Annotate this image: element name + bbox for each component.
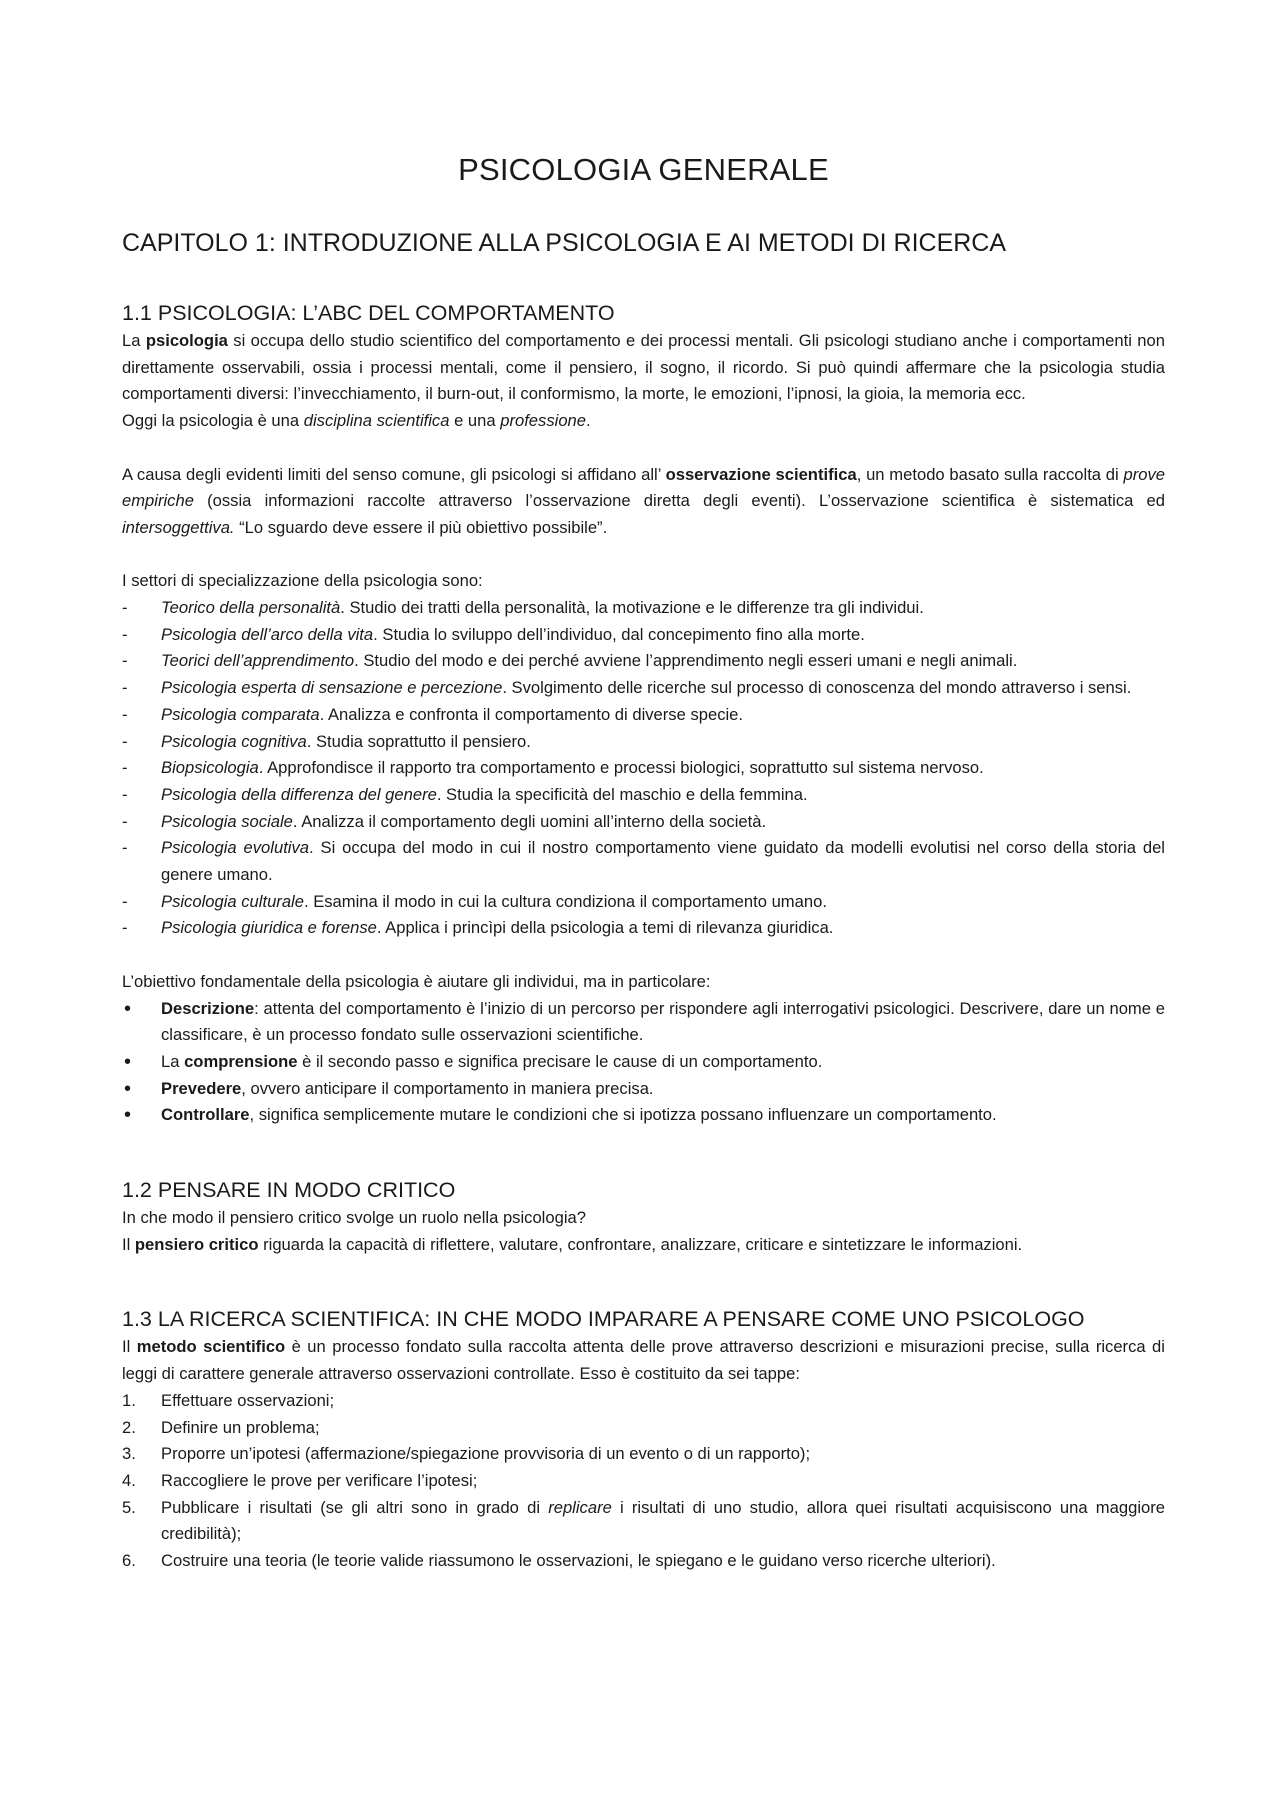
list-item: 6. Costruire una teoria (le teorie valide riassumono le osservazioni, le spiegano e le guidano verso ricerche ulteriori).: [122, 1551, 996, 1571]
steps-list: [122, 1388, 1165, 1575]
section-heading-1-3: 1.3 LA RICERCA SCIENTIFICA: IN CHE MODO IMPARARE A PENSARE COME UNO PSICOLOGO: [122, 1307, 1085, 1332]
list-item: - Teorico della personalità. Studio dei tratti della personalità, la motivazione e le differenze tra gli individui.: [122, 598, 924, 617]
paragraph-obiettivo: L’obiettivo fondamentale della psicologia è aiutare gli individui, ma in particolare:: [122, 971, 711, 991]
list-item: 2. Definire un problema;: [122, 1417, 320, 1437]
list-item: - Psicologia della differenza del genere. Studia la specificità del maschio e della femmina.: [122, 784, 808, 804]
list-item: 3. Proporre un’ipotesi (affermazione/spiegazione provvisoria di un evento o di un rapporto);: [122, 1444, 811, 1464]
specialization-list: [122, 595, 1165, 942]
list-item: • Controllare, significa semplicemente mutare le condizioni che si ipotizza possano influenzare un comportamento.: [122, 1102, 1165, 1129]
paragraph-osservazione-scientifica: A causa degli evidenti limiti del senso comune, gli psicologi si affidano all’ osservazione scientifica, un metodo basato sulla raccolta di prove empiriche (ossia informazioni raccolte attraverso l’osservazione diretta degli eventi). L’osservazione scientifica è sistematica ed intersoggettiva. “Lo sguardo deve essere il più obiettivo possibile”.: [122, 464, 1166, 537]
list-item: - Psicologia evolutiva. Si occupa del modo in cui il nostro comportamento viene guidato da modelli evolutisi nel corso della storia del genere umano.: [122, 838, 1165, 885]
list-item: 4. Raccogliere le prove per verificare l’ipotesi;: [122, 1470, 478, 1490]
section-heading-1-2: 1.2 PENSARE IN MODO CRITICO: [122, 1178, 456, 1203]
list-item: - Psicologia esperta di sensazione e percezione. Svolgimento delle ricerche sul processo di conoscenza del mondo attraverso i sensi.: [122, 678, 1132, 698]
section-heading-1-1: 1.1 PSICOLOGIA: L’ABC DEL COMPORTAMENTO: [122, 301, 615, 325]
paragraph-pensiero-critico: Il pensiero critico riguarda la capacità di riflettere, valutare, confrontare, analizzare, criticare e sintetizzare le informazioni.: [122, 1234, 1023, 1254]
list-item: 5. Pubblicare i risultati (se gli altri sono in grado di replicare i risultati di uno studio, allora quei risultati acquisiscono una maggiore credibilità);: [122, 1497, 1165, 1544]
bullet-icon: •: [124, 1104, 132, 1127]
paragraph-psicologia-definition: La psicologia si occupa dello studio scientifico del comportamento e dei processi mentali. Gli psicologi studiano anche i comportamenti non direttamente osservabili, ossia i processi mentali, come il pensiero, il sogno, il ricordo. Si può quindi affermare che la psicologia studia comportamenti diversi: l’invecchiamento, il burn-out, il conformismo, la morte, le emozioni, l’ipnosi, la gioia, la memoria ecc.: [122, 331, 1165, 404]
paragraph-question: In che modo il pensiero critico svolge un ruolo nella psicologia?: [122, 1208, 586, 1228]
paragraph-settori-intro: I settori di specializzazione della psicologia sono:: [122, 571, 483, 591]
document-title: PSICOLOGIA GENERALE: [458, 152, 829, 187]
chapter-heading: CAPITOLO 1: INTRODUZIONE ALLA PSICOLOGIA E AI METODI DI RICERCA: [122, 229, 1007, 257]
goals-list: [122, 996, 1165, 1130]
page-content: [122, 152, 1165, 1575]
list-item: • Prevedere, ovvero anticipare il comportamento in maniera precisa.: [122, 1076, 1165, 1103]
bullet-icon: •: [124, 1077, 132, 1100]
list-item: - Teorici dell’apprendimento. Studio del modo e dei perché avviene l’apprendimento negli esseri umani e negli animali.: [122, 651, 1018, 671]
list-item: - Psicologia culturale. Esamina il modo in cui la cultura condiziona il comportamento umano.: [122, 891, 827, 911]
paragraph-disciplina: Oggi la psicologia è una disciplina scientifica e una professione.: [122, 411, 591, 431]
list-item: • La comprensione è il secondo passo e significa precisare le cause di un comportamento.: [122, 1049, 1165, 1076]
list-item: - Psicologia giuridica e forense. Applica i princìpi della psicologia a temi di rilevanza giuridica.: [122, 918, 834, 938]
paragraph-metodo-scientifico: Il metodo scientifico è un processo fondato sulla raccolta attenta delle prove attraverso descrizioni e misurazioni precise, sulla ricerca di leggi di carattere generale attraverso osservazioni controllate. Esso è costituito da sei tappe:: [122, 1337, 1165, 1384]
list-item: 1. Effettuare osservazioni;: [122, 1390, 335, 1410]
list-item: - Biopsicologia. Approfondisce il rapporto tra comportamento e processi biologici, soprattutto sul sistema nervoso.: [122, 758, 984, 778]
bullet-icon: •: [124, 1050, 132, 1073]
list-item: • Descrizione: attenta del comportamento è l’inizio di un percorso per rispondere agli interrogativi psicologici. Descrivere, dare un nome e classificare, è un processo fondato sulle osservazioni scientifiche.: [124, 997, 1165, 1045]
bullet-icon: •: [124, 997, 132, 1020]
list-item: - Psicologia cognitiva. Studia soprattutto il pensiero.: [122, 731, 531, 751]
list-item: - Psicologia sociale. Analizza il comportamento degli uomini all’interno della società.: [122, 811, 767, 831]
list-item: - Psicologia comparata. Analizza e confronta il comportamento di diverse specie.: [122, 704, 744, 724]
list-item: - Psicologia dell’arco della vita. Studia lo sviluppo dell’individuo, dal concepimento fino alla morte.: [122, 624, 865, 644]
